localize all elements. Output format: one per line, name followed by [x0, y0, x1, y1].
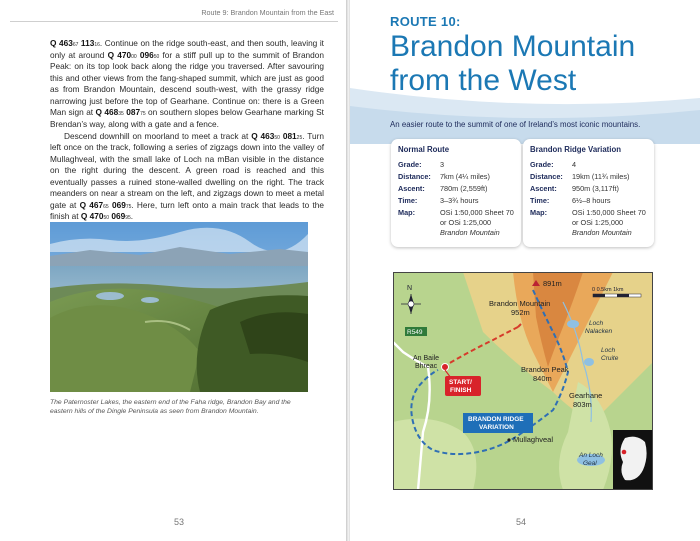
brandon-mountain-label: Brandon Mountain [489, 299, 551, 308]
info-row [398, 208, 514, 238]
an-loch-geal-label-1: An Loch [579, 452, 603, 459]
grid-subscript: 50 [153, 53, 160, 60]
left-page [0, 0, 348, 541]
info-key: Ascent: [398, 184, 425, 194]
an-baile-label-1: An Baile [413, 355, 440, 362]
grid-subscript: 25 [296, 134, 303, 141]
paragraph-1 [50, 38, 324, 131]
grid-reference: 087 [126, 107, 141, 118]
info-value: 6½–8 hours [572, 196, 611, 206]
info-key: Distance: [398, 172, 431, 182]
grid-subscript: 67 [72, 42, 79, 48]
start-label-1: START/ [449, 379, 472, 386]
ridge-variation-heading: Brandon Ridge Variation [530, 145, 621, 154]
route-title [390, 30, 635, 97]
map-sheet-name: Brandon Mountain [440, 227, 500, 237]
an-baile-label-2: Bhreac [415, 363, 438, 370]
info-key: Grade: [530, 160, 554, 169]
grid-reference: Q 468 [95, 107, 119, 118]
north-label: N [407, 285, 413, 292]
info-value: 3–3¾ hours [440, 196, 479, 206]
running-head: Route 9: Brandon Mountain from the East [201, 8, 334, 17]
text-run: . Continue on the ridge south-east, and then south, leaving it only at around [50, 38, 324, 60]
route-title-line-1: Brandon Mountain [390, 30, 636, 63]
grid-reference: Q 463 [251, 130, 275, 141]
paragraph-2 [50, 131, 324, 224]
grid-subscript: 95 [125, 215, 131, 222]
text-run: on southern slopes below Gearhane marking St Brendan’s way, along with a gate and a fence. [50, 107, 324, 129]
info-row [398, 196, 514, 206]
paternoster-lakes-photo [50, 222, 308, 392]
info-value: 3 [440, 160, 445, 169]
grid-subscript: 75 [125, 203, 132, 210]
variation-label-1: BRANDON RIDGE [468, 416, 524, 423]
grid-reference: Q 463 [50, 38, 73, 48]
grid-subscript: 00 [131, 53, 137, 60]
info-row [530, 196, 647, 206]
text-run: . Here, turn left onto a main track that leads to the finish at [50, 199, 324, 222]
road-label: R549 [407, 329, 423, 336]
brandon-mountain-height: 952m [511, 308, 530, 317]
normal-route-box [391, 139, 521, 247]
grid-subscript: 65 [103, 203, 109, 210]
info-key: Time: [530, 196, 550, 206]
info-value: OSi 1:50,000 Sheet 70 or OSi 1:25,000 Brandon Mountain [440, 208, 514, 237]
page-number: 54 [516, 517, 527, 527]
loch-cruite-label-2: Cruite [601, 355, 619, 362]
loch-cruite-label-1: Loch [601, 347, 616, 354]
brandon-peak-height: 840m [533, 374, 552, 383]
normal-route-rows [398, 160, 514, 238]
scale-label: 0 0.5km 1km [592, 287, 624, 293]
an-loch-geal-label-2: Geal [583, 460, 597, 467]
info-row [398, 160, 514, 170]
loch-cruite [584, 358, 594, 366]
route-tagline: An easier route to the summit of one of Ireland’s most iconic mountains. [390, 120, 641, 129]
grid-subscript: 50 [103, 215, 110, 222]
grid-subscript: 35 [118, 111, 124, 118]
info-row [530, 160, 647, 170]
loch-nalacken-label-2: Nalacken [585, 328, 613, 335]
info-key: Distance: [530, 172, 563, 182]
variation-label-2: VARIATION [479, 424, 514, 431]
info-key: Map: [398, 208, 416, 218]
info-key: Map: [530, 208, 548, 218]
text-run: Descend downhill on moorland to meet a track at [64, 130, 252, 141]
ridge-variation-rows [530, 160, 647, 238]
grid-reference: Q 470 [107, 49, 132, 60]
route-number: ROUTE 10: [390, 14, 461, 29]
grid-reference: Q 470 [80, 211, 104, 222]
summit-891-label: 891m [543, 279, 562, 288]
info-value: 950m (3,117ft) [572, 184, 619, 194]
normal-route-heading: Normal Route [398, 145, 450, 154]
info-row [530, 184, 647, 194]
info-value: 19km (11¾ miles) [572, 172, 630, 182]
variation-badge [463, 413, 533, 433]
page-number: 53 [174, 517, 185, 527]
grid-subscript: 75 [140, 111, 146, 118]
info-row [398, 172, 514, 182]
info-value: 7km (4¼ miles) [440, 172, 490, 182]
grid-reference: 069 [111, 211, 126, 222]
route-title-line-2: from the West [390, 63, 577, 97]
info-key: Grade: [398, 160, 422, 169]
info-row [530, 172, 647, 182]
info-value: 4 [572, 160, 577, 169]
info-value: OSi 1:50,000 Sheet 70 or OSi 1:25,000 Brandon Mountain [572, 208, 646, 237]
right-page [350, 0, 700, 541]
ridge-variation-box [523, 139, 654, 247]
grid-subscript: 50 [274, 134, 280, 141]
grid-reference: Q 467 [79, 199, 104, 210]
map-sheet-name: Brandon Mountain [572, 227, 632, 237]
grid-reference: 113 [80, 38, 95, 48]
mullaghveal-dot [507, 438, 510, 441]
header-rule [10, 21, 338, 22]
info-row [398, 184, 514, 194]
text-run: for a stiff pull up to the summit of Brandon Peak: on its top look back along the ridge you traversed. After savouring this and other views from the fang-shaped summit, which are just as good as from Brandon Mountain, descend south-west, with the grassy ridge narrowing just before the top of Gearhane. Continue on: there is a Green Man sign at [50, 49, 325, 118]
text-run: . Turn left once on the track, following a series of zigzags down into the valley of Mullaghveal, with the small lake of Loch na mBan visible in the distance on the right during the descent. A green road is reached and this eventually passes a ruined stone-walled dwelling on the right. The track meanders on near a stream on the left, and zigzags down to meet a metal gate at [50, 130, 325, 210]
grid-reference: 069 [111, 199, 126, 210]
loch-nalacken-label-1: Loch [589, 320, 604, 327]
mullaghveal-label: Mullaghveal [513, 435, 554, 444]
text-run: . [130, 211, 134, 222]
gearhane-label: Gearhane [569, 391, 603, 400]
brandon-peak-label: Brandon Peak [521, 365, 569, 374]
start-label-2: FINISH [450, 387, 472, 394]
gearhane-height: 803m [573, 400, 592, 409]
grid-reference: 096 [139, 49, 154, 60]
info-key: Time: [398, 196, 418, 206]
info-row [530, 208, 647, 238]
route-map [393, 272, 653, 490]
photo-caption: The Paternoster Lakes, the eastern end of the Faha ridge, Brandon Bay and the eastern hills of the Dingle Peninsula as seen from Brandon Mountain. [50, 399, 291, 416]
ireland-locator-inset [613, 430, 653, 490]
info-key: Ascent: [530, 184, 557, 194]
info-value: 780m (2,559ft) [440, 184, 488, 194]
route-description [50, 38, 324, 223]
grid-reference: 081 [282, 130, 297, 141]
grid-subscript: 16 [94, 42, 100, 48]
